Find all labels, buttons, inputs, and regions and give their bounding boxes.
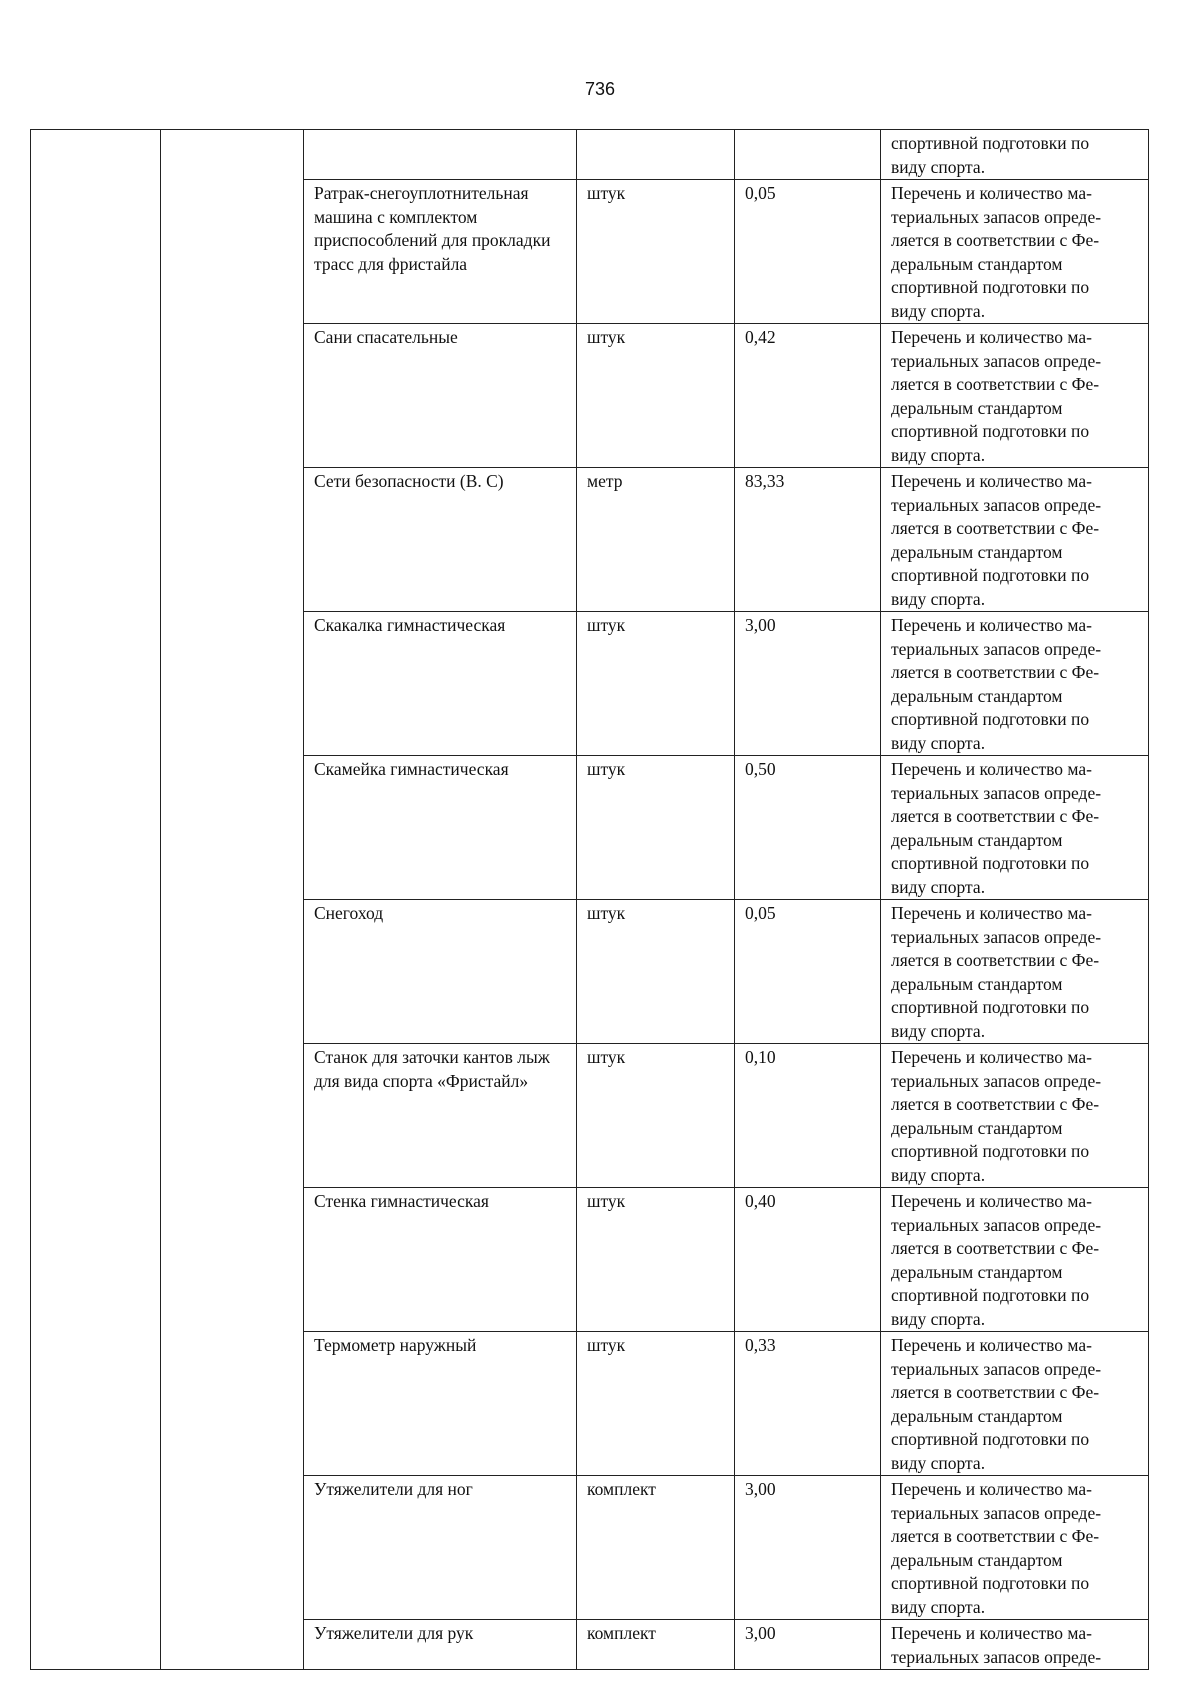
note-line: виду спорта. xyxy=(891,588,986,609)
note-line: ляется в соответствии с Фе- xyxy=(891,1526,1100,1546)
quantity-cell: 0,50 xyxy=(735,756,881,900)
item-name-cell: Сети безопасности (B. C) xyxy=(304,468,577,612)
note-line: Перечень и количество ма- xyxy=(891,615,1092,635)
note-line: ляется в соответствии с Фе- xyxy=(891,374,1100,394)
item-name-cell: Ратрак-снегоуплотнительная машина с комплектом приспособлений для прокладки трасс для фристайла xyxy=(304,180,577,324)
note-line: ляется в соответствии с Фе- xyxy=(891,1238,1100,1258)
note-line: териальных запасов опреде- xyxy=(891,1070,1102,1091)
note-line: ляется в соответствии с Фе- xyxy=(891,950,1100,970)
unit-cell: штук xyxy=(577,900,735,1044)
note-line: териальных запасов опреде- xyxy=(891,1214,1102,1235)
unit-cell: штук xyxy=(577,180,735,324)
note-cell xyxy=(881,324,1149,468)
note-line: деральным стандартом xyxy=(891,973,1063,994)
note-cell xyxy=(881,1044,1149,1188)
quantity-cell: 0,10 xyxy=(735,1044,881,1188)
note-line: спортивной подготовки по xyxy=(891,565,1090,585)
note-line: териальных запасов опреде- xyxy=(891,782,1102,803)
note-cell xyxy=(881,900,1149,1044)
note-cell xyxy=(881,130,1149,180)
note-cell xyxy=(881,468,1149,612)
quantity-cell: 0,40 xyxy=(735,1188,881,1332)
note-line: виду спорта. xyxy=(891,732,986,753)
note-line: ляется в соответствии с Фе- xyxy=(891,230,1100,250)
note-line: териальных запасов опреде- xyxy=(891,494,1102,515)
note-line: териальных запасов опреде- xyxy=(891,638,1102,659)
note-line: териальных запасов опреде- xyxy=(891,926,1102,947)
note-line: спортивной подготовки по xyxy=(891,277,1090,297)
item-name-cell xyxy=(304,130,577,180)
unit-cell: штук xyxy=(577,1044,735,1188)
note-line: спортивной подготовки по xyxy=(891,1285,1090,1305)
unit-cell: метр xyxy=(577,468,735,612)
page-number: 736 xyxy=(584,79,616,99)
unit-cell: штук xyxy=(577,324,735,468)
quantity-cell xyxy=(735,130,881,180)
note-line: деральным стандартом xyxy=(891,829,1063,850)
note-line: спортивной подготовки по xyxy=(891,421,1090,441)
note-line: ляется в соответствии с Фе- xyxy=(891,1382,1100,1402)
item-name-cell: Термометр наружный xyxy=(304,1332,577,1476)
note-line: ляется в соответствии с Фе- xyxy=(891,662,1100,682)
note-line: деральным стандартом xyxy=(891,397,1063,418)
note-line: спортивной подготовки по xyxy=(891,997,1090,1017)
unit-cell: комплект xyxy=(577,1476,735,1620)
unit-cell: штук xyxy=(577,756,735,900)
quantity-cell: 3,00 xyxy=(735,1620,881,1670)
unit-cell: штук xyxy=(577,612,735,756)
item-name-cell: Скакалка гимнастическая xyxy=(304,612,577,756)
note-line: виду спорта. xyxy=(891,1308,986,1329)
note-line: спортивной подготовки по xyxy=(891,709,1090,729)
item-name-cell: Сани спасательные xyxy=(304,324,577,468)
note-line: виду спорта. xyxy=(891,300,986,321)
table-body xyxy=(31,130,1149,1670)
note-line: ляется в соответствии с Фе- xyxy=(891,1094,1100,1114)
merged-cell-col2 xyxy=(161,130,304,1670)
unit-cell: комплект xyxy=(577,1620,735,1670)
note-cell xyxy=(881,1476,1149,1620)
note-line: Перечень и количество ма- xyxy=(891,183,1092,203)
note-line: Перечень и количество ма- xyxy=(891,903,1092,923)
note-line: Перечень и количество ма- xyxy=(891,327,1092,347)
note-line: деральным стандартом xyxy=(891,253,1063,274)
note-line: спортивной подготовки по xyxy=(891,1429,1090,1449)
quantity-cell: 3,00 xyxy=(735,1476,881,1620)
note-line: деральным стандартом xyxy=(891,685,1063,706)
item-name-cell: Снегоход xyxy=(304,900,577,1044)
quantity-cell: 83,33 xyxy=(735,468,881,612)
note-line: Перечень и количество ма- xyxy=(891,1335,1092,1355)
note-cell xyxy=(881,756,1149,900)
table-row-continued xyxy=(31,130,1149,180)
quantity-cell: 0,05 xyxy=(735,180,881,324)
note-line: деральным стандартом xyxy=(891,1261,1063,1282)
item-name-cell: Утяжелители для ног xyxy=(304,1476,577,1620)
note-line: териальных запасов опреде- xyxy=(891,206,1102,227)
unit-cell: штук xyxy=(577,1332,735,1476)
note-line: Перечень и количество ма- xyxy=(891,759,1092,779)
item-name-cell: Стенка гимнастическая xyxy=(304,1188,577,1332)
note-line: виду спорта. xyxy=(891,1164,986,1185)
note-line: виду спорта. xyxy=(891,1452,986,1473)
note-cell xyxy=(881,1332,1149,1476)
note-line: Перечень и количество ма- xyxy=(891,1047,1092,1067)
note-line: деральным стандартом xyxy=(891,1549,1063,1570)
note-line: ляется в соответствии с Фе- xyxy=(891,518,1100,538)
note-line: териальных запасов опреде- xyxy=(891,1502,1102,1523)
equipment-table xyxy=(30,129,1149,1670)
note-line: виду спорта. xyxy=(891,876,986,897)
note-cell xyxy=(881,1620,1149,1670)
quantity-cell: 0,05 xyxy=(735,900,881,1044)
unit-cell xyxy=(577,130,735,180)
note-line: виду спорта. xyxy=(891,1596,986,1617)
merged-cell-col1 xyxy=(31,130,161,1670)
note-line: деральным стандартом xyxy=(891,1117,1063,1138)
note-line: спортивной подготовки по xyxy=(891,1573,1090,1593)
note-line: спортивной подготовки по xyxy=(891,133,1090,153)
note-line: ляется в соответствии с Фе- xyxy=(891,806,1100,826)
note-line: виду спорта. xyxy=(891,156,986,177)
note-line: Перечень и количество ма- xyxy=(891,1479,1092,1499)
note-cell xyxy=(881,180,1149,324)
item-name-cell: Скамейка гимнастическая xyxy=(304,756,577,900)
quantity-cell: 3,00 xyxy=(735,612,881,756)
note-line: деральным стандартом xyxy=(891,541,1063,562)
note-line: виду спорта. xyxy=(891,444,986,465)
note-line: Перечень и количество ма- xyxy=(891,1191,1092,1211)
note-line: спортивной подготовки по xyxy=(891,853,1090,873)
unit-cell: штук xyxy=(577,1188,735,1332)
note-line: Перечень и количество ма- xyxy=(891,1623,1092,1643)
note-cell xyxy=(881,612,1149,756)
item-name-cell: Станок для заточки кантов лыж для вида спорта «Фристайл» xyxy=(304,1044,577,1188)
note-line: териальных запасов опреде- xyxy=(891,1358,1102,1379)
note-line: виду спорта. xyxy=(891,1020,986,1041)
note-line: деральным стандартом xyxy=(891,1405,1063,1426)
note-line: спортивной подготовки по xyxy=(891,1141,1090,1161)
note-line: териальных запасов опреде- xyxy=(891,350,1102,371)
quantity-cell: 0,33 xyxy=(735,1332,881,1476)
quantity-cell: 0,42 xyxy=(735,324,881,468)
item-name-cell: Утяжелители для рук xyxy=(304,1620,577,1670)
note-line: териальных запасов опреде- xyxy=(891,1646,1102,1667)
note-line: Перечень и количество ма- xyxy=(891,471,1092,491)
note-cell xyxy=(881,1188,1149,1332)
